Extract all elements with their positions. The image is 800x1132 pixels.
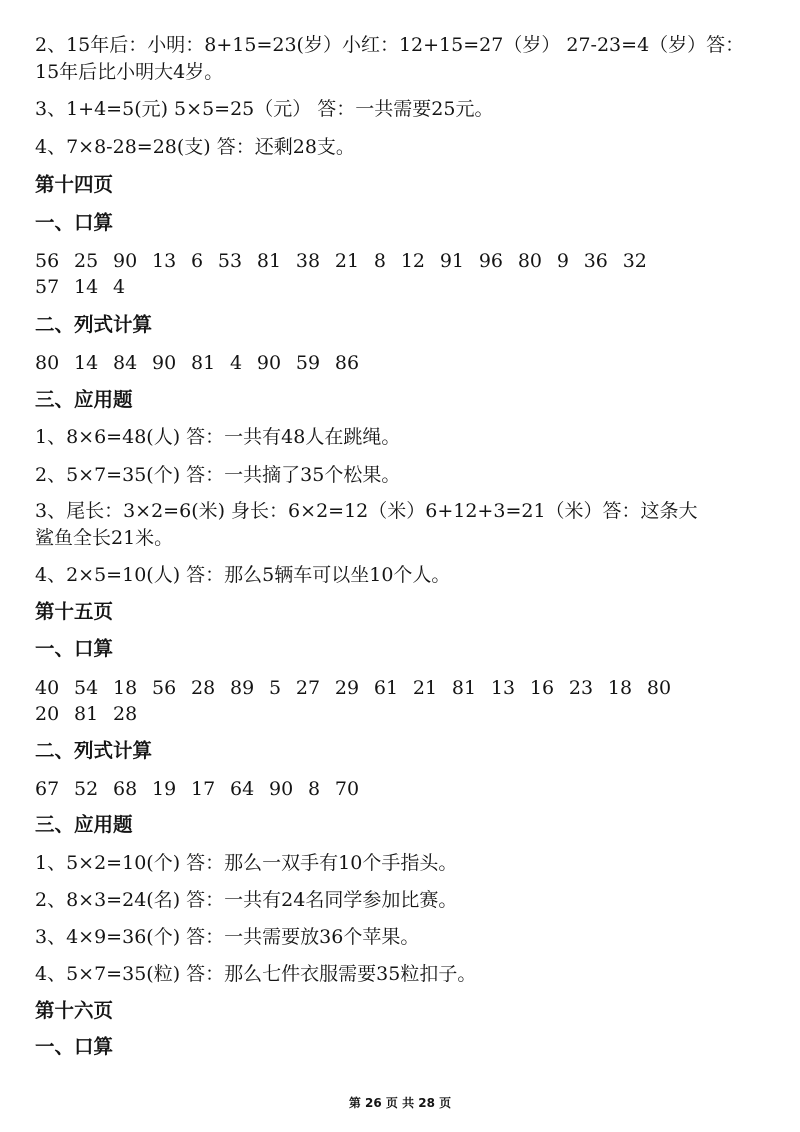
page15-s2-title: 二、列式计算 (35, 739, 153, 762)
answer-number: 19 (152, 778, 177, 800)
page14-q4: 4、2×5=10(人) 答：那么5辆车可以坐10个人。 (35, 564, 451, 586)
answer-number: 27 (295, 677, 321, 699)
answer-number: 13 (490, 677, 516, 699)
answer-number: 64 (230, 778, 255, 800)
answer-number: 21 (334, 250, 360, 272)
answer-number: 68 (113, 778, 138, 800)
answer-number: 56 (35, 250, 60, 272)
page16-s1-title: 一、口算 (35, 1035, 114, 1058)
page15-s1-row2 (35, 701, 137, 727)
answer-number: 28 (191, 677, 216, 699)
page15-s1-row1 (35, 675, 671, 701)
answer-number: 23 (568, 677, 594, 699)
answer-number: 13 (152, 250, 177, 272)
page14-q3-line1: 3、尾长：3×2=6(米) 身长：6×2=12（米）6+12+3=21（米）答：这条大 (35, 500, 698, 522)
answer-number: 9 (556, 250, 569, 272)
p13-q2-line2: 15年后比小明大4岁。 (35, 61, 224, 83)
page16-title: 第十六页 (35, 999, 114, 1022)
answer-number: 53 (217, 250, 243, 272)
answer-number: 56 (152, 677, 177, 699)
answer-number: 81 (74, 703, 99, 725)
page15-q1: 1、5×2=10(个) 答：那么一双手有10个手指头。 (35, 852, 458, 874)
answer-number: 54 (74, 677, 99, 699)
answer-number: 21 (412, 677, 438, 699)
answer-number: 90 (152, 352, 177, 374)
answer-number: 61 (373, 677, 399, 699)
answer-number: 89 (230, 677, 255, 699)
answer-number: 57 (35, 276, 60, 298)
page15-q3: 3、4×9=36(个) 答：一共需要放36个苹果。 (35, 926, 420, 948)
answer-number: 8 (373, 250, 386, 272)
page14-q2: 2、5×7=35(个) 答：一共摘了35个松果。 (35, 464, 401, 486)
answer-number: 90 (269, 778, 294, 800)
page14-s3-title: 三、应用题 (35, 388, 133, 411)
page15-title: 第十五页 (35, 600, 114, 623)
answer-number: 96 (478, 250, 503, 272)
answer-number: 29 (334, 677, 360, 699)
answer-number: 14 (74, 276, 99, 298)
answer-number: 25 (74, 250, 99, 272)
answer-number: 8 (308, 778, 321, 800)
answer-number: 67 (35, 778, 60, 800)
answer-number: 20 (35, 703, 60, 725)
page15-q4: 4、5×7=35(粒) 答：那么七件衣服需要35粒扣子。 (35, 963, 477, 985)
answer-number: 28 (113, 703, 138, 725)
page14-s1-row2 (35, 274, 125, 300)
answer-number: 18 (607, 677, 633, 699)
p13-q3: 3、1+4=5(元) 5×5=25（元） 答：一共需要25元。 (35, 98, 494, 120)
answer-number: 59 (295, 352, 321, 374)
page15-q2: 2、8×3=24(名) 答：一共有24名同学参加比赛。 (35, 889, 458, 911)
answer-number: 80 (646, 677, 672, 699)
page14-s1-title: 一、口算 (35, 211, 114, 234)
answer-number: 90 (113, 250, 138, 272)
page-footer: 第 26 页 共 28 页 (348, 1096, 452, 1110)
answer-number: 12 (400, 250, 425, 272)
answer-number: 80 (35, 352, 60, 374)
answer-number: 40 (35, 677, 60, 699)
answer-number: 52 (74, 778, 99, 800)
page14-s2-row1 (35, 350, 359, 376)
p13-q4: 4、7×8-28=28(支) 答：还剩28支。 (35, 136, 355, 158)
answer-number: 4 (230, 352, 243, 374)
answer-number: 81 (256, 250, 282, 272)
page14-q1: 1、8×6=48(人) 答：一共有48人在跳绳。 (35, 426, 401, 448)
answer-number: 17 (191, 778, 216, 800)
p13-q2-line1: 2、15年后：小明：8+15=23(岁）小红：12+15=27（岁） 27-23=4（岁）答： (35, 34, 745, 56)
answer-number: 70 (334, 778, 360, 800)
answer-number: 91 (439, 250, 464, 272)
answer-number: 32 (622, 250, 647, 272)
answer-number: 86 (334, 352, 360, 374)
page15-s3-title: 三、应用题 (35, 813, 133, 836)
page15-s2-row1 (35, 776, 359, 802)
page14-s2-title: 二、列式计算 (35, 313, 153, 336)
answer-number: 18 (113, 677, 138, 699)
page14-title: 第十四页 (35, 173, 114, 196)
answer-number: 80 (517, 250, 542, 272)
page14-s1-row1 (35, 248, 647, 274)
answer-number: 81 (451, 677, 477, 699)
answer-number: 90 (256, 352, 282, 374)
answer-number: 14 (74, 352, 99, 374)
answer-number: 81 (191, 352, 216, 374)
answer-number: 6 (191, 250, 204, 272)
answer-number: 36 (583, 250, 608, 272)
answer-number: 5 (269, 677, 282, 699)
answer-number: 16 (529, 677, 555, 699)
answer-number: 38 (295, 250, 321, 272)
answer-number: 4 (113, 276, 126, 298)
answer-number: 84 (113, 352, 138, 374)
page15-s1-title: 一、口算 (35, 637, 114, 660)
page14-q3-line2: 鲨鱼全长21米。 (35, 527, 174, 549)
